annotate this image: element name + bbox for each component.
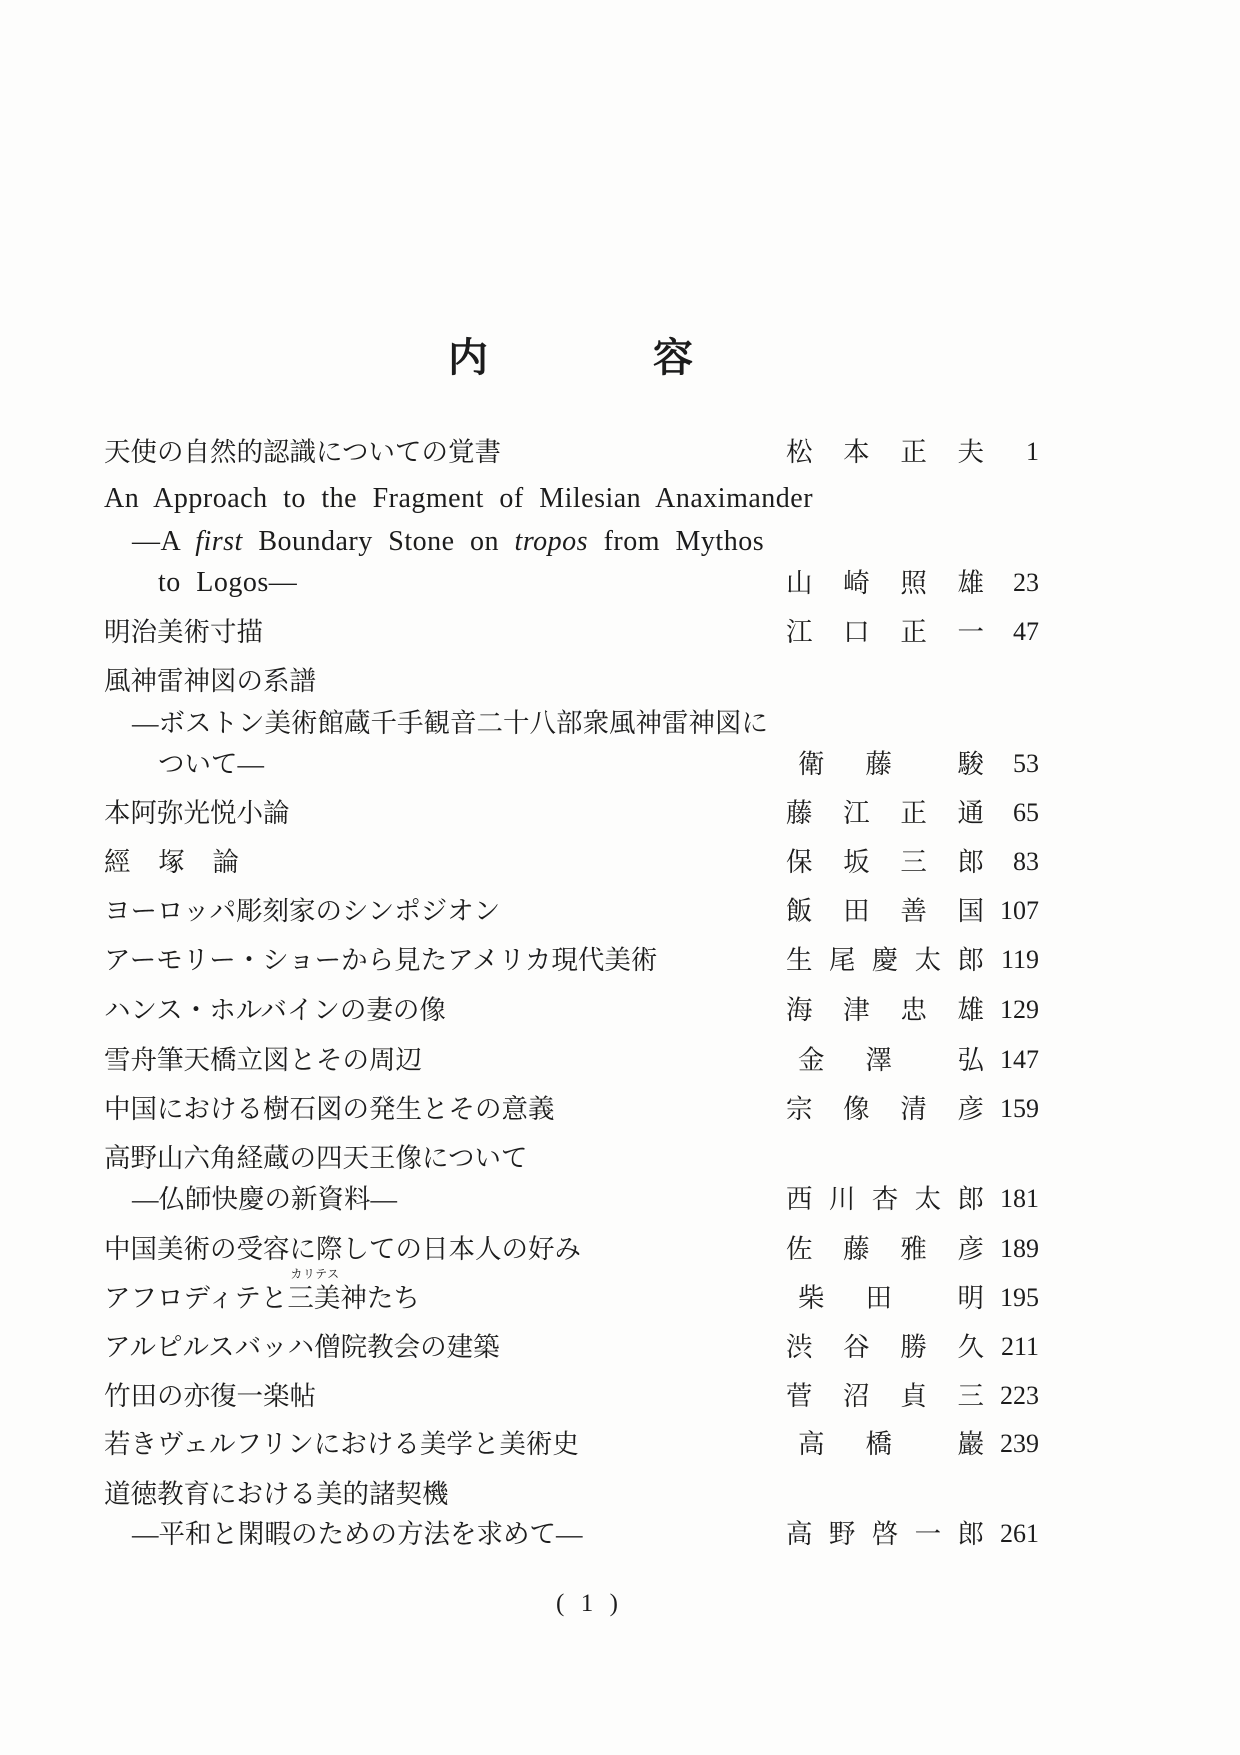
author-char: 藤	[786, 798, 813, 828]
author-char: 高	[786, 1519, 813, 1549]
entry-page-number: 147	[1000, 1045, 1039, 1074]
author-char: 金	[798, 1045, 825, 1075]
entry-line	[0, 796, 1240, 830]
entry-title: 天使の自然的認識についての覚書	[104, 437, 501, 467]
title-text: たち	[366, 1283, 420, 1313]
entry-page-number: 181	[1000, 1184, 1039, 1213]
entry-line	[0, 566, 1240, 600]
author-char: 照	[900, 568, 927, 598]
entry-author	[786, 1232, 984, 1266]
entry-line	[0, 1232, 1240, 1266]
author-char: 飯	[786, 896, 813, 926]
ruby-annotation: カリテス	[290, 1267, 340, 1281]
author-char: 澤	[865, 1045, 892, 1075]
entry-subtitle	[132, 525, 764, 559]
author-char: 山	[786, 568, 813, 598]
entry-line	[0, 1267, 1240, 1315]
entry-line	[0, 1379, 1240, 1413]
author-char: 啓	[871, 1519, 899, 1549]
entry-line	[0, 993, 1240, 1027]
entry-title	[104, 1267, 420, 1315]
author-char: 生	[786, 945, 813, 975]
subtitle-text: —A	[132, 526, 196, 557]
entry-author	[786, 747, 984, 781]
author-char: 坂	[843, 847, 870, 877]
title-char: 經	[104, 847, 131, 877]
entry-author	[786, 943, 984, 977]
entry-title: 風神雷神図の系譜	[104, 666, 316, 696]
author-char: 三	[900, 847, 927, 877]
entry-title: 雪舟筆天橋立図とその周辺	[104, 1045, 422, 1075]
entry-author	[786, 615, 984, 649]
entry-line	[0, 943, 1240, 977]
author-char: 正	[900, 437, 927, 467]
author-char: 明	[957, 1283, 984, 1313]
author-char: 善	[900, 896, 927, 926]
entry-page-number: 159	[1000, 1094, 1039, 1123]
author-char: 彦	[957, 1234, 984, 1264]
author-char: 郎	[957, 847, 984, 877]
entry-author	[786, 1043, 984, 1077]
emphasis-text: first	[195, 526, 243, 557]
author-char: 夫	[957, 437, 984, 467]
entry-title: ヨーロッパ彫刻家のシンポジオン	[104, 896, 501, 926]
entry-page-number: 83	[1013, 847, 1039, 876]
author-char: 駿	[957, 749, 984, 779]
author-char: 田	[865, 1283, 892, 1313]
entry-author	[786, 1517, 984, 1551]
heading-char: 容	[653, 335, 693, 380]
author-char: 佐	[786, 1234, 813, 1264]
entry-line	[0, 482, 1240, 516]
page-number-char: )	[609, 1590, 618, 1617]
author-char: 弘	[957, 1045, 984, 1075]
author-char: 本	[843, 437, 870, 467]
author-char: 勝	[900, 1332, 927, 1362]
entry-line	[0, 1092, 1240, 1126]
author-char: 渋	[786, 1332, 813, 1362]
author-char: 清	[900, 1094, 927, 1124]
entry-author	[786, 566, 984, 600]
author-char: 彦	[957, 1094, 984, 1124]
author-char: 西	[786, 1184, 813, 1214]
author-char: 田	[843, 896, 870, 926]
author-char: 菅	[786, 1381, 813, 1411]
page-number-char: 1	[580, 1590, 594, 1617]
entry-page-number: 261	[1000, 1519, 1039, 1548]
entry-title: 竹田の亦復一楽帖	[104, 1381, 316, 1411]
entry-line	[0, 1517, 1240, 1551]
title-text: アフロディテと	[104, 1283, 288, 1313]
entry-line	[0, 894, 1240, 928]
entry-subtitle: —平和と閑暇のための方法を求めて—	[132, 1519, 583, 1549]
entry-author	[786, 796, 984, 830]
author-char: 巖	[957, 1429, 984, 1459]
author-char: 国	[957, 896, 984, 926]
entry-author	[786, 1182, 984, 1216]
author-char: 雄	[957, 568, 984, 598]
author-char: 三	[957, 1381, 984, 1411]
entry-line	[0, 706, 1240, 740]
entry-line	[0, 845, 1240, 879]
author-char: 像	[843, 1094, 870, 1124]
entry-title: アーモリー・ショーから見たアメリカ現代美術	[104, 945, 658, 975]
subtitle-text: Boundary Stone on	[242, 526, 515, 557]
author-char: 柴	[798, 1283, 825, 1313]
author-char: 藤	[843, 1234, 870, 1264]
title-char: 塚	[158, 847, 185, 877]
author-char: 海	[786, 995, 813, 1025]
author-char: 正	[900, 798, 927, 828]
entry-author	[786, 1427, 984, 1461]
author-char: 太	[914, 945, 942, 975]
author-char: 郎	[957, 945, 984, 975]
entry-page-number: 129	[1000, 995, 1039, 1024]
entry-line	[0, 1141, 1240, 1175]
entry-author	[786, 845, 984, 879]
entry-line	[0, 747, 1240, 781]
entry-title: 若きヴェルフリンにおける美学と美術史	[104, 1429, 579, 1459]
entry-line	[0, 664, 1240, 698]
author-char: 野	[828, 1519, 856, 1549]
author-char: 通	[957, 798, 984, 828]
emphasis-text: tropos	[514, 526, 589, 557]
author-char: 藤	[865, 749, 892, 779]
entry-title: An Approach to the Fragment of Milesian Anaximander	[104, 483, 814, 514]
author-char: 沼	[843, 1381, 870, 1411]
entry-author	[786, 993, 984, 1027]
entry-line	[0, 1477, 1240, 1511]
entry-page-number: 211	[1000, 1332, 1039, 1361]
entry-page-number: 65	[1013, 798, 1039, 827]
entry-subtitle: to Logos—	[158, 567, 298, 598]
heading-char: 内	[448, 335, 488, 380]
author-char: 慶	[871, 945, 899, 975]
entry-line	[0, 1330, 1240, 1364]
author-char: 郎	[957, 1184, 984, 1214]
entry-line	[0, 615, 1240, 649]
entry-line	[0, 1182, 1240, 1216]
entry-page-number: 195	[1000, 1283, 1039, 1312]
author-char: 江	[786, 617, 813, 647]
author-char: 太	[914, 1184, 942, 1214]
author-char: 衛	[798, 749, 825, 779]
author-char: 江	[843, 798, 870, 828]
entry-author	[786, 894, 984, 928]
author-char: 松	[786, 437, 813, 467]
author-char: 宗	[786, 1094, 813, 1124]
page-number-char: (	[556, 1590, 565, 1617]
author-char: 杏	[871, 1184, 899, 1214]
author-char: 忠	[900, 995, 927, 1025]
entry-subtitle: —仏師快慶の新資料—	[132, 1184, 397, 1214]
author-char: 久	[957, 1332, 984, 1362]
author-char: 正	[900, 617, 927, 647]
page-number	[556, 1587, 618, 1621]
entry-page-number: 1	[1026, 437, 1039, 466]
entry-title: 明治美術寸描	[104, 617, 263, 647]
author-char: 橋	[865, 1429, 892, 1459]
entry-page-number: 23	[1013, 568, 1039, 597]
author-char: 貞	[900, 1381, 927, 1411]
entry-page-number: 53	[1013, 749, 1039, 778]
entry-title: ハンス・ホルバインの妻の像	[104, 995, 446, 1025]
entry-page-number: 107	[1000, 896, 1039, 925]
entry-line	[0, 1043, 1240, 1077]
entry-title: 道徳教育における美的諸契機	[104, 1479, 449, 1509]
entry-page-number: 189	[1000, 1234, 1039, 1263]
entry-author	[786, 435, 984, 469]
entry-line	[0, 525, 1240, 559]
ruby-group	[287, 1267, 367, 1313]
entry-title: アルピルスバッハ僧院教会の建築	[104, 1332, 500, 1362]
entry-page-number: 47	[1013, 617, 1039, 646]
author-char: 尾	[828, 945, 856, 975]
entry-title: 中国における樹石図の発生とその意義	[104, 1094, 555, 1124]
author-char: 口	[843, 617, 870, 647]
author-char: 津	[843, 995, 870, 1025]
entry-subtitle: ついて—	[158, 749, 264, 779]
author-char: 保	[786, 847, 813, 877]
entry-title: 本阿弥光悦小論	[104, 798, 290, 828]
entry-author	[786, 1092, 984, 1126]
title-char: 論	[212, 847, 239, 877]
entry-line	[0, 435, 1240, 469]
author-char: 雅	[900, 1234, 927, 1264]
entry-subtitle: —ボストン美術館蔵千手観音二十八部衆風神雷神図に	[132, 708, 768, 738]
author-char: 雄	[957, 995, 984, 1025]
author-char: 高	[798, 1429, 825, 1459]
entry-page-number: 239	[1000, 1429, 1039, 1458]
author-char: 川	[828, 1184, 856, 1214]
author-char: 一	[914, 1519, 942, 1549]
ruby-base: 三美神	[287, 1283, 367, 1313]
entry-title: 中国美術の受容に際しての日本人の好み	[104, 1234, 581, 1264]
author-char: 谷	[843, 1332, 870, 1362]
subtitle-text: from Mythos	[588, 526, 765, 557]
author-char: 崎	[843, 568, 870, 598]
entry-page-number: 119	[1000, 945, 1039, 974]
entry-author	[786, 1281, 984, 1315]
entry-author	[786, 1330, 984, 1364]
entry-title	[104, 845, 239, 879]
entry-title: 高野山六角経蔵の四天王像について	[104, 1143, 528, 1173]
entry-page-number: 223	[1000, 1381, 1039, 1410]
toc-heading	[448, 333, 693, 383]
entry-author	[786, 1379, 984, 1413]
author-char: 郎	[957, 1519, 984, 1549]
entry-line	[0, 1427, 1240, 1461]
author-char: 一	[957, 617, 984, 647]
